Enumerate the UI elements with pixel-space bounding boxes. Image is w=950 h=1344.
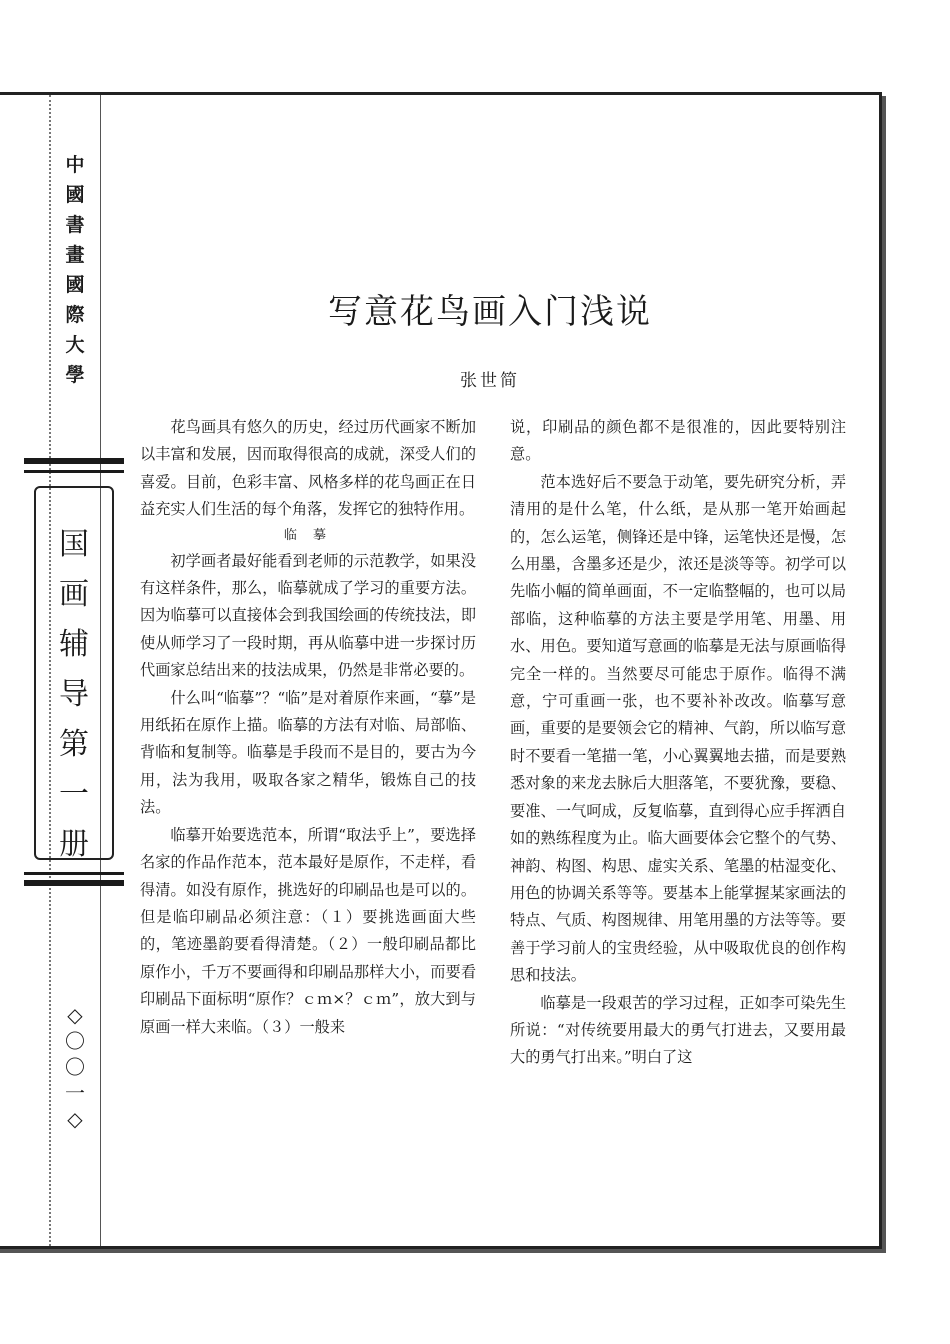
page-number-char: 〇: [65, 1029, 85, 1053]
school-name-vertical: [64, 150, 86, 390]
page-number-vertical: [64, 1002, 86, 1132]
text-column-right: [510, 414, 846, 1072]
paragraph: 什么叫“临摹”？“临”是对着原作来画，“摹”是用纸拓在原作上描。临摹的方法有对临、局部临、背临和复制等。临摹是手段而不是目的，要古为今用，法为我用，吸取各家之精华，锻炼自己的技法。: [140, 688, 476, 817]
series-name-char: 国: [59, 527, 89, 562]
paragraph: 范本选好后不要急于动笔，要先研究分析，弄清用的是什么笔，什么纸，是从那一笔开始画起的，怎么运笔，侧锋还是中锋，运笔快还是慢，怎么用墨，含墨多还是少，浓还是淡等等。初学可以先临小幅的简单画面，不一定临整幅的，也可以局部临，这种临摹的方法主要是学用笔、用墨、用水、用色。要知道写意画的临摹是无法与原画临得完全一样的。当然要尽可能忠于原作。临得不满意，宁可重画一张，也不要补补改改。临摹写意画，重要的是要领会它的精神、气韵，所以临写意时不要看一笔描一笔，小心翼翼地去描，而是要熟悉对象的来龙去脉后大胆落笔，不要犹豫，要稳、要准、一气呵成，反复临摹，直到得心应手挥洒自如的熟练程度为止。临大画要体会它整个的气势、神韵、构图、构思、虚实关系、笔墨的枯湿变化、用色的协调关系等等。要基本上能掌握某家画法的特点、气质、构图规律、用笔用墨的方法等等。要善于学习前人的宝贵经验，从中吸取优良的创作构思和技法。: [510, 472, 846, 985]
series-bar-top-2: [24, 470, 124, 473]
page-number-char: ◇: [67, 1003, 83, 1027]
paragraph: 临摹开始要选范本，所谓“取法乎上”，要选择名家的作品作范本，范本最好是原作，不走样，看得清。如没有原作，挑选好的印刷品也是可以的。但是临印刷品必须注意：（１）要挑选画面大些的，笔迹墨韵要看得清楚。（２）一般印刷品都比原作小，千万不要画得和印刷品那样大小，而要看印刷品下面标明“原作？ｃｍ×？ｃｍ”，放大到与原画一样大来临。（３）一般来: [140, 825, 476, 1036]
page-number-char: 〇: [65, 1055, 85, 1079]
school-name-char: 大: [65, 334, 85, 356]
series-name-char: 册: [59, 827, 89, 862]
series-bar-bottom-1: [24, 872, 124, 875]
section-heading: 临 摹: [283, 527, 333, 543]
school-name-char: 國: [65, 184, 85, 206]
text-column-left: [140, 414, 476, 1041]
school-name-char: 畫: [65, 244, 85, 266]
series-name-char: 一: [59, 777, 89, 812]
paragraph: 初学画者最好能看到老师的示范教学，如果没有这样条件，那么，临摹就成了学习的重要方法。因为临摹可以直接体会到我国绘画的传统技法，即使从师学习了一段时期，再从临摹中进一步探讨历代画家总结出来的技法成果，仍然是非常必要的。: [140, 551, 476, 680]
school-name-char: 學: [65, 364, 85, 386]
page-number-char: 一: [65, 1081, 85, 1105]
article-title: 写意花鸟画入门浅说: [328, 292, 652, 332]
paragraph: 临摹是一段艰苦的学习过程，正如李可染先生所说：“对传统要用最大的勇气打进去，又要用最大的勇气打出来。”明白了这: [510, 993, 846, 1067]
article-author: 张世简: [460, 371, 520, 391]
school-name-char: 際: [65, 304, 85, 326]
school-name-char: 書: [65, 214, 85, 236]
school-name-char: 中: [65, 154, 85, 176]
series-name-vertical: [36, 520, 112, 870]
series-name-char: 第: [59, 727, 89, 762]
series-bar-top-1: [24, 458, 124, 464]
series-name-char: 画: [59, 577, 89, 612]
page-number-char: ◇: [67, 1107, 83, 1131]
series-name-char: 辅: [59, 627, 89, 662]
series-name-char: 导: [59, 677, 89, 712]
paragraph: 说，印刷品的颜色都不是很准的，因此要特别注意。: [510, 418, 846, 464]
series-bar-bottom-2: [24, 880, 124, 886]
school-name-char: 國: [65, 274, 85, 296]
paragraph: 花鸟画具有悠久的历史，经过历代画家不断加以丰富和发展，因而取得很高的成就，深受人们的喜爱。目前，色彩丰富、风格多样的花鸟画正在日益充实人们生活的每个角落，发挥它的独特作用。: [140, 418, 476, 519]
